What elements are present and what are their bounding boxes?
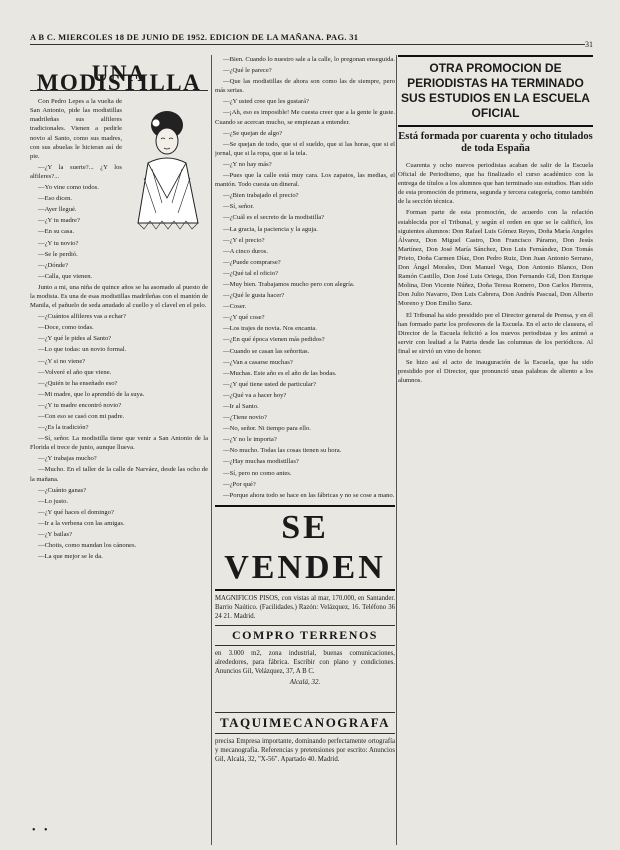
paragraph: —Muchas. Este año es el año de las bodas. xyxy=(223,369,337,377)
column-periodistas xyxy=(398,55,593,835)
ad-text: precisa Empresa importante, dominando perfectamente ortografía y mecanografía. Referencias y pretensiones por escrito: Anuncios Gil, Alcalá, 32, "X-56". Apartado 40. Madrid. xyxy=(215,738,395,763)
paragraph: —En su casa. xyxy=(38,228,75,236)
ad-text: en 3.000 m2, zona industrial, buenas comunicaciones, alrededores, para fábrica. Escribir con plano y condiciones. Anuncios Gil, Velázquez, 37, A B C. xyxy=(215,650,395,675)
page-header: A B C. MIERCOLES 18 DE JUNIO DE 1952. EDICION DE LA MAÑANA. PAG. 31 xyxy=(30,32,585,45)
paragraph: —Bien. Cuando lo nuestro sale a la calle, lo pregonan enseguida. xyxy=(223,56,395,63)
paragraph: —Con eso se casó con mi padre. xyxy=(38,413,125,420)
paragraph: —Eso dicen. xyxy=(38,195,73,203)
paragraph: —¿En qué época vienen más pedidos? xyxy=(223,336,325,344)
paragraph: —¿Y bailas? xyxy=(38,531,72,539)
paragraph: —¿Cuánto ganas? xyxy=(38,486,87,494)
article-body xyxy=(215,55,395,500)
paragraph: —¿Y el precio? xyxy=(223,236,265,244)
paragraph: —¿Cuántos alfileres vas a echar? xyxy=(38,313,126,321)
paragraph: —¿Qué va a hacer hoy? xyxy=(223,391,287,399)
paragraph: —¿Quién te ha enseñado eso? xyxy=(38,379,118,387)
paragraph: —Pues que la calle está muy cara. Los zapatos, las medias, el mantón. Todo cuesta un dineral. xyxy=(215,172,395,189)
footer-marks: • • xyxy=(32,825,51,836)
ad-title: SE VENDEN xyxy=(215,505,395,591)
paragraph: —¿Hay muchas modistillas? xyxy=(223,458,299,466)
paragraph: Forman parte de esta promoción, de acuerdo con la relación establecida por el Tribunal, y según el orden en que se le calificó, los siguientes alumnos: Don Rafael Luis Gómez Reyes, Doña María Angeles Álvarez, Don Miguel Castro, Don Francisco Páramo, Don Jesús Martínez, Don José María Sánchez, Don Luis Fernández, Don Tomás Prieto, Doña Carmen Díaz, Don Pedro Ruiz, Don Juan Antonio Serrano, Don Ángel Morales, Don Manuel Vega, Don Antonio Blanco, Don Ramón Castillo, Don José Luis Ortega, Don Fernando Gil, Don Enrique Molina, Don Vicente Núñez, Doña Teresa Romero, Don Carlos Herrera, Don Julio Navarro, Don Luis Cabrera, Don Andrés Pascual, Don Alberto Moreno y Don Emilio Sanz. xyxy=(398,209,593,308)
article-title: UNA MODISTILLA xyxy=(30,69,208,91)
paragraph: —Doce, como todas. xyxy=(38,324,94,332)
paragraph: —¿Y tu madre? xyxy=(38,217,80,225)
paragraph: Se hizo así el acto de inauguración de la Escuela, que ha sido presidido por el Director, que pronunció unas palabras de aliento a los alumnos. xyxy=(398,358,593,385)
paragraph: —¿Tiene novio? xyxy=(223,414,267,422)
paragraph: —Porque ahora todo se hace en las fábricas y no se cose a mano. xyxy=(223,491,395,499)
paragraph: —No mucho. Todas las cosas tienen su hora. xyxy=(223,447,342,455)
paragraph: Junto a mi, una niña de quince años se ha asomado al puesto de la modista. Es una de esas modistillas madrileñas con el mantón de Manila, el pañuelo de seda anudado al cuello y el clavel en el pelo. xyxy=(30,283,208,310)
paragraph: —Volveré el año que viene. xyxy=(38,368,112,376)
paragraph: Con Pedro Lepes a la vuelta de San Antonio, pide las modistillas madrileñas sus alfileres tradicionales. Vienen a pedirle novio al Santo, como sus madres, con sus abuelas le hicieran así de pie. xyxy=(30,98,122,160)
paragraph: —¡Ah, eso es imposible! Me cuesta creer que a la gente le guste. Cuando se acercan mucho, se empiezan a entender. xyxy=(215,109,395,126)
page-folio: 31 xyxy=(585,40,593,49)
news-headline: OTRA PROMOCION DE PERIODISTAS HA TERMINADO SUS ESTUDIOS EN LA ESCUELA OFICIAL xyxy=(398,55,593,127)
ad-footer: Alcalá, 32. xyxy=(289,678,321,686)
paragraph: —Ayer llegué. xyxy=(38,206,77,214)
paragraph: —Se quejan de todo, que si el sueldo, que si las horas, que si el jornal, que si la ropa, que si la tela. xyxy=(215,140,395,157)
paragraph: —¿Qué le parece? xyxy=(223,67,272,75)
news-subhead: Está formada por cuarenta y ocho titulados de toda España xyxy=(398,131,593,154)
paragraph: —¿Puede comprarse? xyxy=(223,258,281,266)
paragraph: —Se le perdió. xyxy=(38,250,78,258)
ad-title: TAQUIMECANOGRAFA xyxy=(215,712,395,734)
paragraph: —¿Y usted cree que les gustará? xyxy=(223,98,309,106)
paragraph: —La que mejor se le da. xyxy=(38,553,103,561)
paragraph: —¿Y qué le pides al Santo? xyxy=(38,335,112,343)
paragraph: —Los trajes de novia. Nos encanta. xyxy=(223,325,317,333)
paragraph: —¿Dónde? xyxy=(38,261,69,269)
paragraph: —Mi madre, que lo aprendió de la suya. xyxy=(38,390,145,398)
column-rule xyxy=(396,55,397,845)
column-continuation xyxy=(215,55,395,500)
paragraph: —Chotis, como mandan los cánones. xyxy=(38,542,137,550)
ad-title: COMPRO TERRENOS xyxy=(215,625,395,646)
column-modistilla xyxy=(30,55,208,845)
paragraph: —Sí, señor. xyxy=(223,203,254,211)
paragraph: —La gracia, la paciencia y la aguja. xyxy=(223,225,318,233)
paragraph: —¿Y la suerte?... ¿Y los alfileres?... xyxy=(30,163,122,180)
paragraph: —¿Y no hay más? xyxy=(223,160,272,168)
ad-text: MAGNIFICOS PISOS, con vistas al mar, 170.000, en Santander. Barrio Naútico. (Facilidades.) Razón: Velázquez, 16. Teléfono 36 24 21. Madrid. xyxy=(215,595,395,620)
column-rule xyxy=(211,55,212,845)
paragraph: —Lo que todas: un novio formal. xyxy=(38,346,127,354)
paragraph: —Sí, pero no como antes. xyxy=(223,469,292,477)
paragraph: —Muy bien. Trabajamos mucho pero con alegría. xyxy=(223,280,355,288)
paragraph: —¿Y qué cose? xyxy=(223,314,265,322)
paragraph: —¿Y qué tiene usted de particular? xyxy=(223,380,316,388)
paragraph: —¿Y trabajas mucho? xyxy=(38,455,97,463)
paragraph: —Que las modistillas de ahora son como las de siempre, pero más serias. xyxy=(215,78,395,95)
paragraph: —¿Por qué? xyxy=(223,480,256,488)
paragraph: —¿Y si no viene? xyxy=(38,357,86,365)
paragraph: —Calla, que vienen. xyxy=(38,272,93,280)
paragraph: Cuarenta y ocho nuevos periodistas acaban de salir de la Escuela Oficial de Periodismo, que ha finalizado el curso académico con la entrega de títulos a los alumnos que han terminado sus estudios. Han sido de esta promoción de primera, segunda y tercera categoría, como también de la sección técnica. xyxy=(398,162,593,206)
ad-se-venden xyxy=(215,505,395,686)
paragraph: —¿Qué le gusta hacer? xyxy=(223,292,285,300)
modistilla-illustration xyxy=(126,103,208,233)
paragraph: —¿Bien trabajado el precio? xyxy=(223,192,299,200)
paragraph: —Ir a la verbena con las amigas. xyxy=(38,519,125,527)
paragraph: —Mucho. En el taller de la calle de Narváez, desde las ocho de la mañana. xyxy=(30,466,208,483)
paragraph: —Yo vine como todos. xyxy=(38,184,99,192)
paragraph: —¿Y tu novio? xyxy=(38,239,79,247)
paragraph: —Sí, señor. La modistilla tiene que venir a San Antonio de la Florida el trece de junio, aunque llueva. xyxy=(30,435,208,452)
paragraph: —Cuando se casan las señoritas. xyxy=(223,347,310,355)
paragraph: —Ir al Santo. xyxy=(223,403,259,410)
paragraph: —A cinco duros. xyxy=(223,247,268,255)
paragraph: —Lo justo. xyxy=(38,497,69,505)
paragraph: —¿Qué tal el oficio? xyxy=(223,269,279,277)
paragraph: El Tribunal ha sido presidido por el Director general de Prensa, y en él han formado parte los profesores de la Escuela. En el acto de clausura, el Director de la Escuela felicitó a los nuevos periodistas y les animó a servir con lealtad a la Patria desde las columnas de los periódicos. Al final se sirvió un vino de honor. xyxy=(398,311,593,355)
paragraph: —¿Y no le importa? xyxy=(223,436,277,444)
paragraph: —¿Y tu madre encontró novio? xyxy=(38,401,122,409)
paragraph: —¿Cuál es el secreto de la modistilla? xyxy=(223,214,325,222)
paragraph: —Coser. xyxy=(223,303,247,311)
paragraph: —¿Se quejan de algo? xyxy=(223,129,283,137)
paragraph: —No, señor. Ni tiempo para ello. xyxy=(223,425,311,433)
ad-taquimecanografa xyxy=(215,708,395,823)
paragraph: —¿Es la tradición? xyxy=(38,424,89,432)
article-body xyxy=(398,161,593,385)
paragraph: —¿Van a casarse muchas? xyxy=(223,358,293,366)
paragraph: —¿Y qué haces el domingo? xyxy=(38,508,114,516)
